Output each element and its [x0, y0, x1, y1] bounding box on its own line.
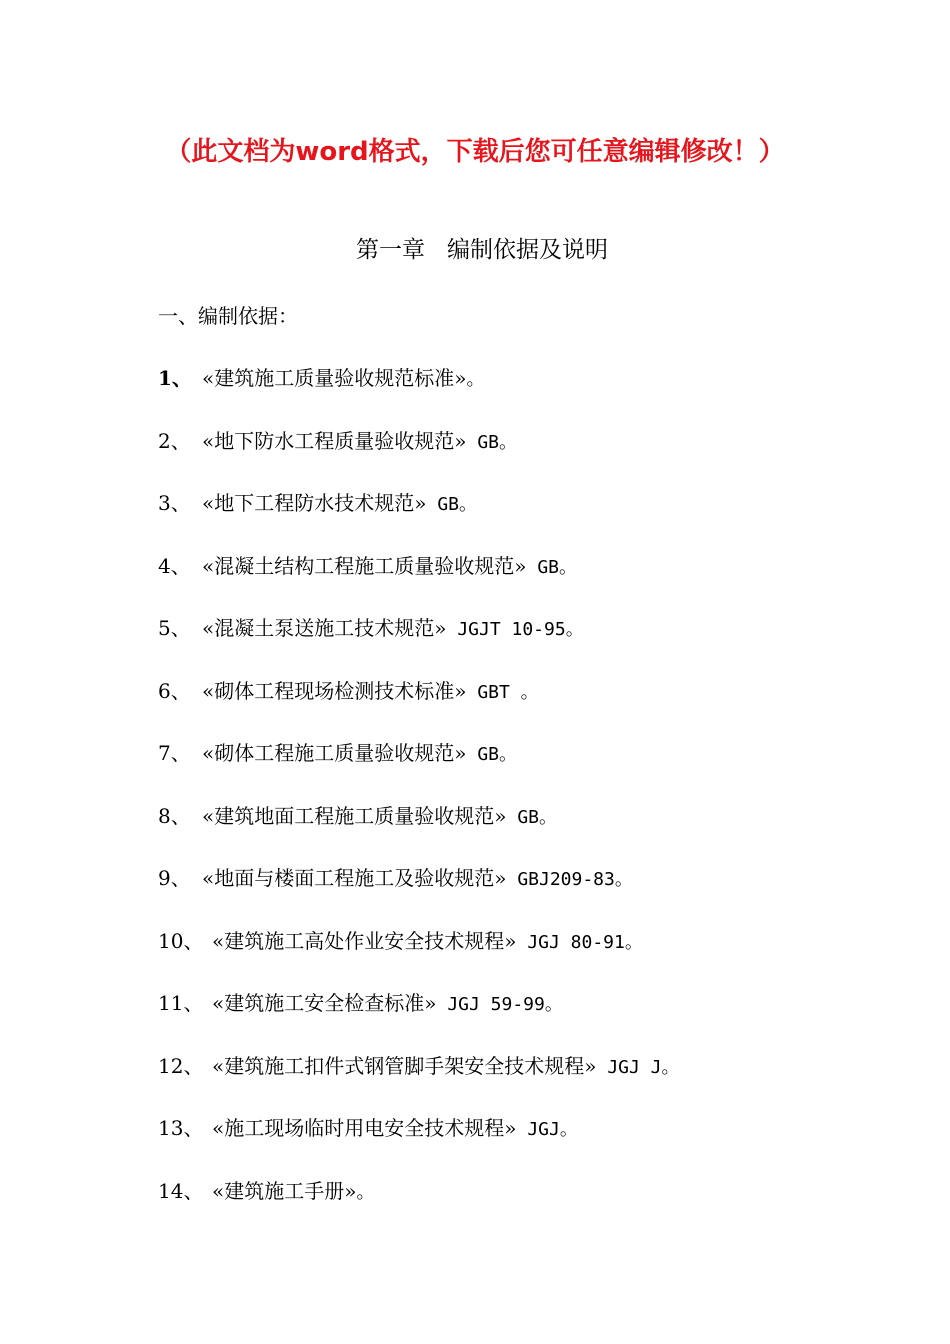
item-number: 6、	[158, 678, 191, 703]
list-item	[158, 362, 680, 425]
item-code: JGJ 59-99。	[436, 994, 563, 1015]
item-number: 9、	[158, 866, 191, 890]
item-code: GB。	[466, 431, 517, 453]
item-title: «建筑施工扣件式钢管脚手架安全技术规程»	[212, 1053, 597, 1078]
item-code: GB。	[426, 494, 477, 515]
item-title: «建筑施工安全检查标准»	[212, 991, 437, 1015]
item-code: 。	[466, 369, 485, 390]
list-item	[158, 737, 680, 800]
item-number: 7、	[158, 741, 191, 765]
item-code: GBJ209-83。	[506, 869, 633, 890]
list-item	[158, 1175, 680, 1238]
item-title: «建筑施工质量验收规范标准»	[202, 366, 467, 390]
item-number: 8、	[158, 803, 191, 828]
item-number: 3、	[158, 491, 191, 515]
section-heading: 一、编制依据：	[158, 304, 298, 328]
item-number: 10、	[158, 928, 204, 953]
list-item	[158, 550, 680, 613]
list-item	[158, 425, 680, 488]
item-title: «砌体工程现场检测技术标准»	[202, 678, 467, 703]
item-number: 13、	[158, 1116, 204, 1140]
item-code: GB。	[506, 806, 557, 828]
item-code: GBT 。	[466, 681, 539, 703]
chapter-title: 第一章 编制依据及说明	[356, 237, 608, 263]
item-code: JGJ。	[516, 1119, 578, 1140]
list-item	[158, 987, 680, 1050]
item-number: 14、	[158, 1178, 204, 1203]
item-number: 1、	[158, 366, 192, 390]
list-item	[158, 675, 680, 738]
item-number: 12、	[158, 1053, 204, 1078]
item-number: 4、	[158, 553, 191, 578]
list-item	[158, 1112, 680, 1175]
list-item	[158, 1050, 680, 1113]
item-code: JGJ J。	[596, 1056, 680, 1078]
list-item	[158, 925, 680, 988]
item-code: GB。	[466, 744, 517, 765]
item-number: 5、	[158, 616, 191, 640]
item-code: JGJ 80-91。	[516, 931, 643, 953]
item-title: «地下防水工程质量验收规范»	[202, 428, 467, 453]
item-title: «地面与楼面工程施工及验收规范»	[202, 866, 507, 890]
list-item	[158, 862, 680, 925]
item-title: «建筑施工手册»	[212, 1178, 357, 1203]
item-title: «混凝土结构工程施工质量验收规范»	[202, 553, 527, 578]
item-title: «砌体工程施工质量验收规范»	[202, 741, 467, 765]
item-number: 2、	[158, 428, 191, 453]
item-number: 11、	[158, 991, 204, 1015]
format-notice: （此文档为word格式，下载后您可任意编辑修改！）	[165, 137, 785, 167]
item-title: «混凝土泵送施工技术规范»	[202, 616, 447, 640]
list-item	[158, 612, 680, 675]
list-item	[158, 800, 680, 863]
item-title: «地下工程防水技术规范»	[202, 491, 427, 515]
item-code: 。	[356, 1181, 375, 1203]
list-item	[158, 487, 680, 550]
item-title: «建筑地面工程施工质量验收规范»	[202, 803, 507, 828]
item-code: JGJT 10-95。	[446, 619, 584, 640]
item-code: GB。	[526, 556, 577, 578]
item-title: «施工现场临时用电安全技术规程»	[212, 1116, 517, 1140]
reference-list	[158, 362, 680, 1237]
item-title: «建筑施工高处作业安全技术规程»	[212, 928, 517, 953]
